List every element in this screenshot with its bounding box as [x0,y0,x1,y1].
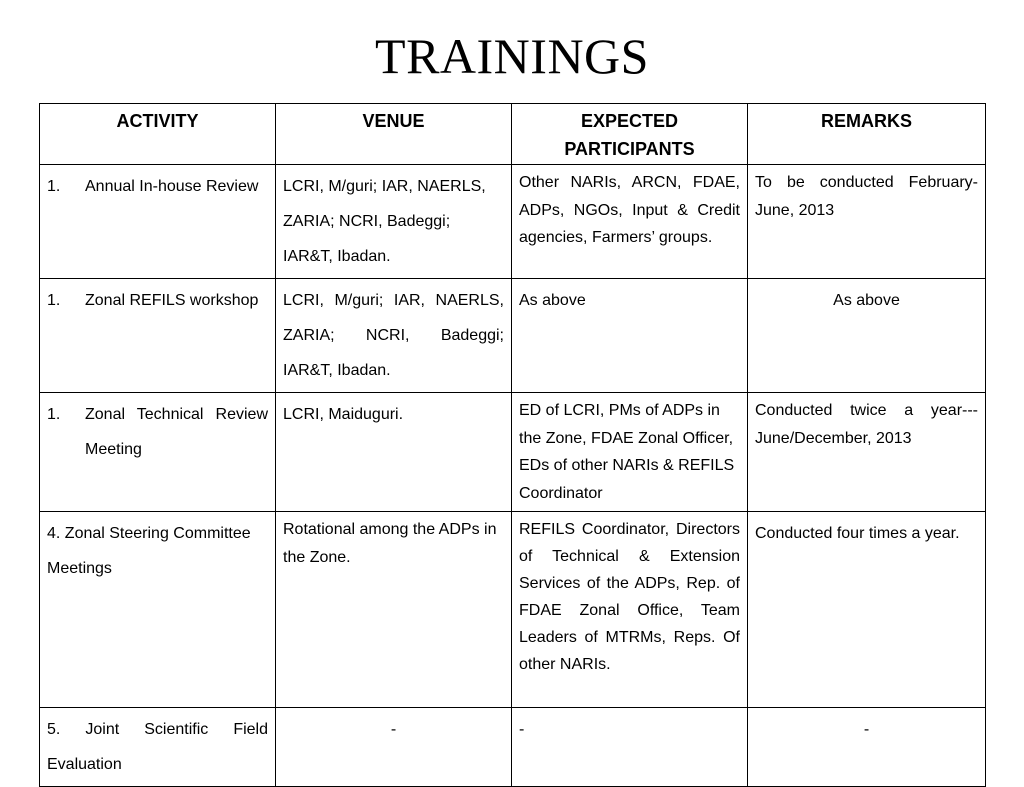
table-row [40,279,986,393]
activity-cell: 4. Zonal Steering Committee Meetings [40,512,276,708]
header-activity: ACTIVITY [40,104,276,165]
activity-cell: 5. Joint Scientific Field Evaluation [40,708,276,787]
trainings-table [39,103,986,787]
remarks-cell: - [748,708,986,787]
row-number: 1. [47,406,61,423]
participants-cell: As above [512,279,748,393]
remarks-cell: To be conducted February-June, 2013 [748,165,986,279]
participants-cell: ED of LCRI, PMs of ADPs in the Zone, FDAE Zonal Officer, EDs of other NARIs & REFILS Coordinator [512,393,748,512]
venue-cell: Rotational among the ADPs in the Zone. [276,512,512,708]
header-expected-participants: EXPECTED PARTICIPANTS [512,104,748,165]
venue-cell: LCRI, Maiduguri. [276,393,512,512]
participants-cell: - [512,708,748,787]
activity-cell [40,393,276,512]
table-row [40,165,986,279]
venue-cell: LCRI, M/guri; IAR, NAERLS, ZARIA; NCRI, Badeggi; IAR&T, Ibadan. [276,279,512,393]
remarks-cell: Conducted twice a year---June/December, 2013 [748,393,986,512]
slide-title: TRAININGS [375,28,649,84]
header-remarks: REMARKS [748,104,986,165]
remarks-cell: Conducted four times a year. [748,512,986,708]
remarks-cell: As above [748,279,986,393]
row-number: 1. [47,292,61,309]
venue-cell: - [276,708,512,787]
participants-cell: REFILS Coordinator, Directors of Technical & Extension Services of the ADPs, Rep. of FDAE Zonal Office, Team Leaders of MTRMs, Reps. Of other NARIs. [512,512,748,708]
activity-cell [40,165,276,279]
participants-cell: Other NARIs, ARCN, FDAE, ADPs, NGOs, Input & Credit agencies, Farmers’ groups. [512,165,748,279]
activity-text: Zonal Technical Review Meeting [85,406,268,458]
table-row [40,512,986,708]
venue-cell: LCRI, M/guri; IAR, NAERLS, ZARIA; NCRI, Badeggi; IAR&T, Ibadan. [276,165,512,279]
table-row [40,393,986,512]
row-number: 1. [47,178,61,195]
activity-text: Annual In-house Review [85,178,259,195]
activity-cell [40,279,276,393]
table-row [40,708,986,787]
activity-text: Zonal REFILS workshop [85,292,259,309]
header-venue: VENUE [276,104,512,165]
header-row [40,104,986,165]
